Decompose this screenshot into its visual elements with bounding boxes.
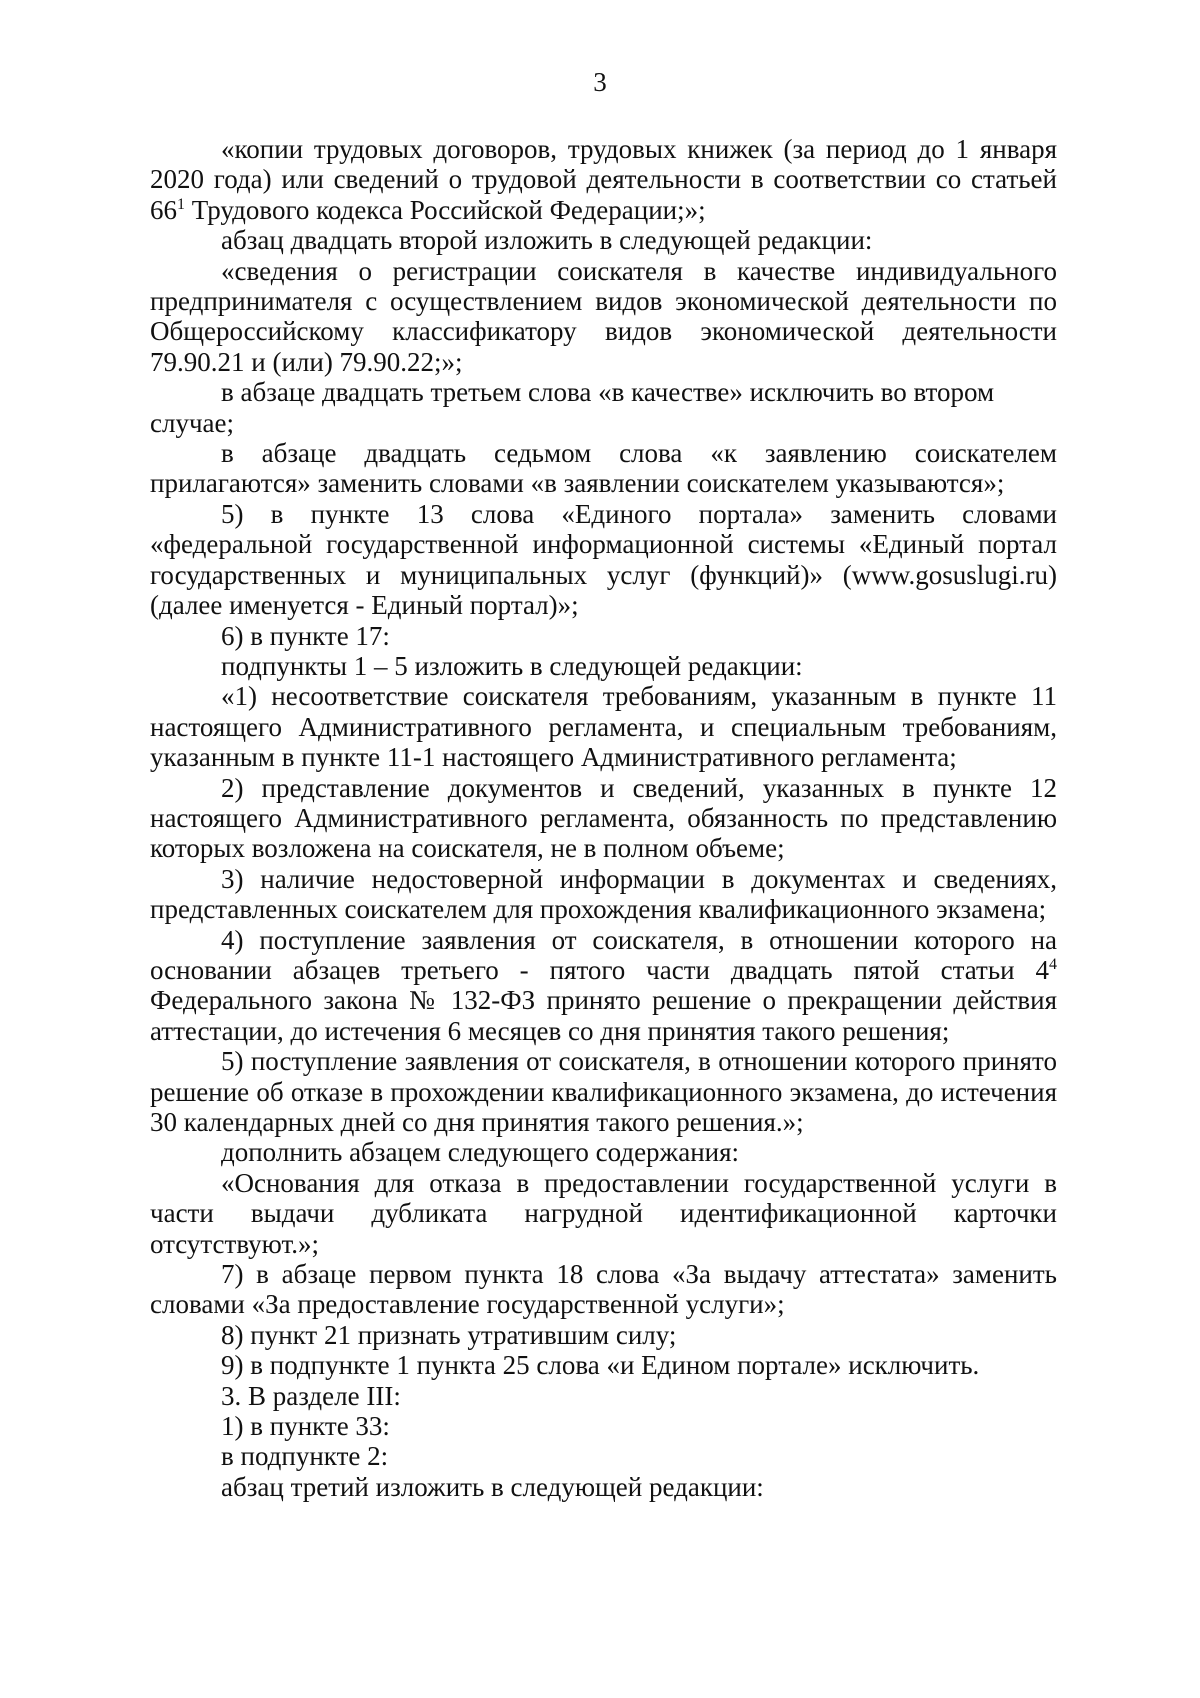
paragraph-17: 8) пункт 21 признать утратившим силу; (221, 1319, 677, 1350)
paragraph-16: 7) в абзаце первом пункта 18 слова «За выдачу аттестата» заменить словами «За предоставление государственной услуги»; (150, 1259, 1057, 1320)
paragraph-2: абзац двадцать второй изложить в следующей редакции: (221, 225, 873, 256)
superscript-index: 4 (1049, 955, 1057, 973)
paragraph-13: 5) поступление заявления от соискателя, в отношении которого принято решение об отказе в прохождении квалификационного экзамена, до истечения 30 календарных дней со дня принятия такого решения.»; (150, 1046, 1057, 1137)
paragraph-12: 4) поступление заявления от соискателя, в отношении которого на основании абзацев третьего - пятого части двадцать пятой статьи $4^4$ Федерального закона № 132-ФЗ принято решение о прекращении действия аттестации, до истечения 6 месяцев со дня принятия такого решения; (150, 924, 1057, 1046)
paragraph-8: подпункты 1 – 5 изложить в следующей редакции: (221, 650, 803, 681)
paragraph-9: «1) несоответствие соискателя требованиям, указанным в пункте 11 настоящего Административного регламента, и специальным требованиям, указанным в пункте 11-1 настоящего Административного регламента; (150, 681, 1057, 773)
page-number: 3 (593, 67, 607, 97)
document-body (150, 134, 1057, 1502)
paragraph-5: в абзаце двадцать седьмом слова «к заявлению соискателем прилагаются» заменить словами «в заявлении соискателем указываются»; (150, 438, 1057, 499)
paragraph-22: абзац третий изложить в следующей редакции: (221, 1471, 764, 1502)
paragraph-15: «Основания для отказа в предоставлении государственной услуги в части выдачи дубликата нагрудной идентификационной карточки отсутствуют.»; (150, 1167, 1057, 1259)
paragraph-18: 9) в подпункте 1 пункта 25 слова «и Едином портале» исключить. (221, 1350, 980, 1381)
paragraph-3: «сведения о регистрации соискателя в качестве индивидуального предпринимателя с осуществлением видов экономической деятельности по Общероссийскому классификатору видов экономической деятельности 79.90.21 и (или) 79.90.22;»; (150, 255, 1057, 377)
paragraph-6: 5) в пункте 13 слова «Единого портала» заменить словами «федеральной государственной информационной системы «Единый портал государственных и муниципальных услуг (функций)» (www.gosuslugi.ru) (далее именуется - Единый портал)»; (150, 498, 1057, 621)
paragraph-7: 6) в пункте 17: (221, 620, 390, 651)
paragraph-20: 1) в пункте 33: (221, 1411, 390, 1442)
superscript-index: 1 (177, 195, 185, 213)
paragraph-10: 2) представление документов и сведений, указанных в пункте 12 настоящего Административного регламента, обязанность по представлению которых возложена на соискателя, не в полном объеме; (150, 772, 1057, 864)
paragraph-11: 3) наличие недостоверной информации в документах и сведениях, представленных соискателем для прохождения квалификационного экзамена; (150, 863, 1057, 925)
paragraph-21: в подпункте 2: (221, 1441, 389, 1472)
paragraph-1: «копии трудовых договоров, трудовых книжек (за период до 1 января 2020 года) или сведений о трудовой деятельности в соответствии со статьей $66^1$ Трудового кодекса Российской Федерации;»; (150, 134, 1057, 225)
paragraph-19: 3. В разделе III: (221, 1380, 401, 1411)
paragraph-14: дополнить абзацем следующего содержания: (221, 1137, 740, 1168)
paragraph-4: в абзаце двадцать третьем слова «в качестве» исключить во втором случае; (150, 377, 995, 438)
